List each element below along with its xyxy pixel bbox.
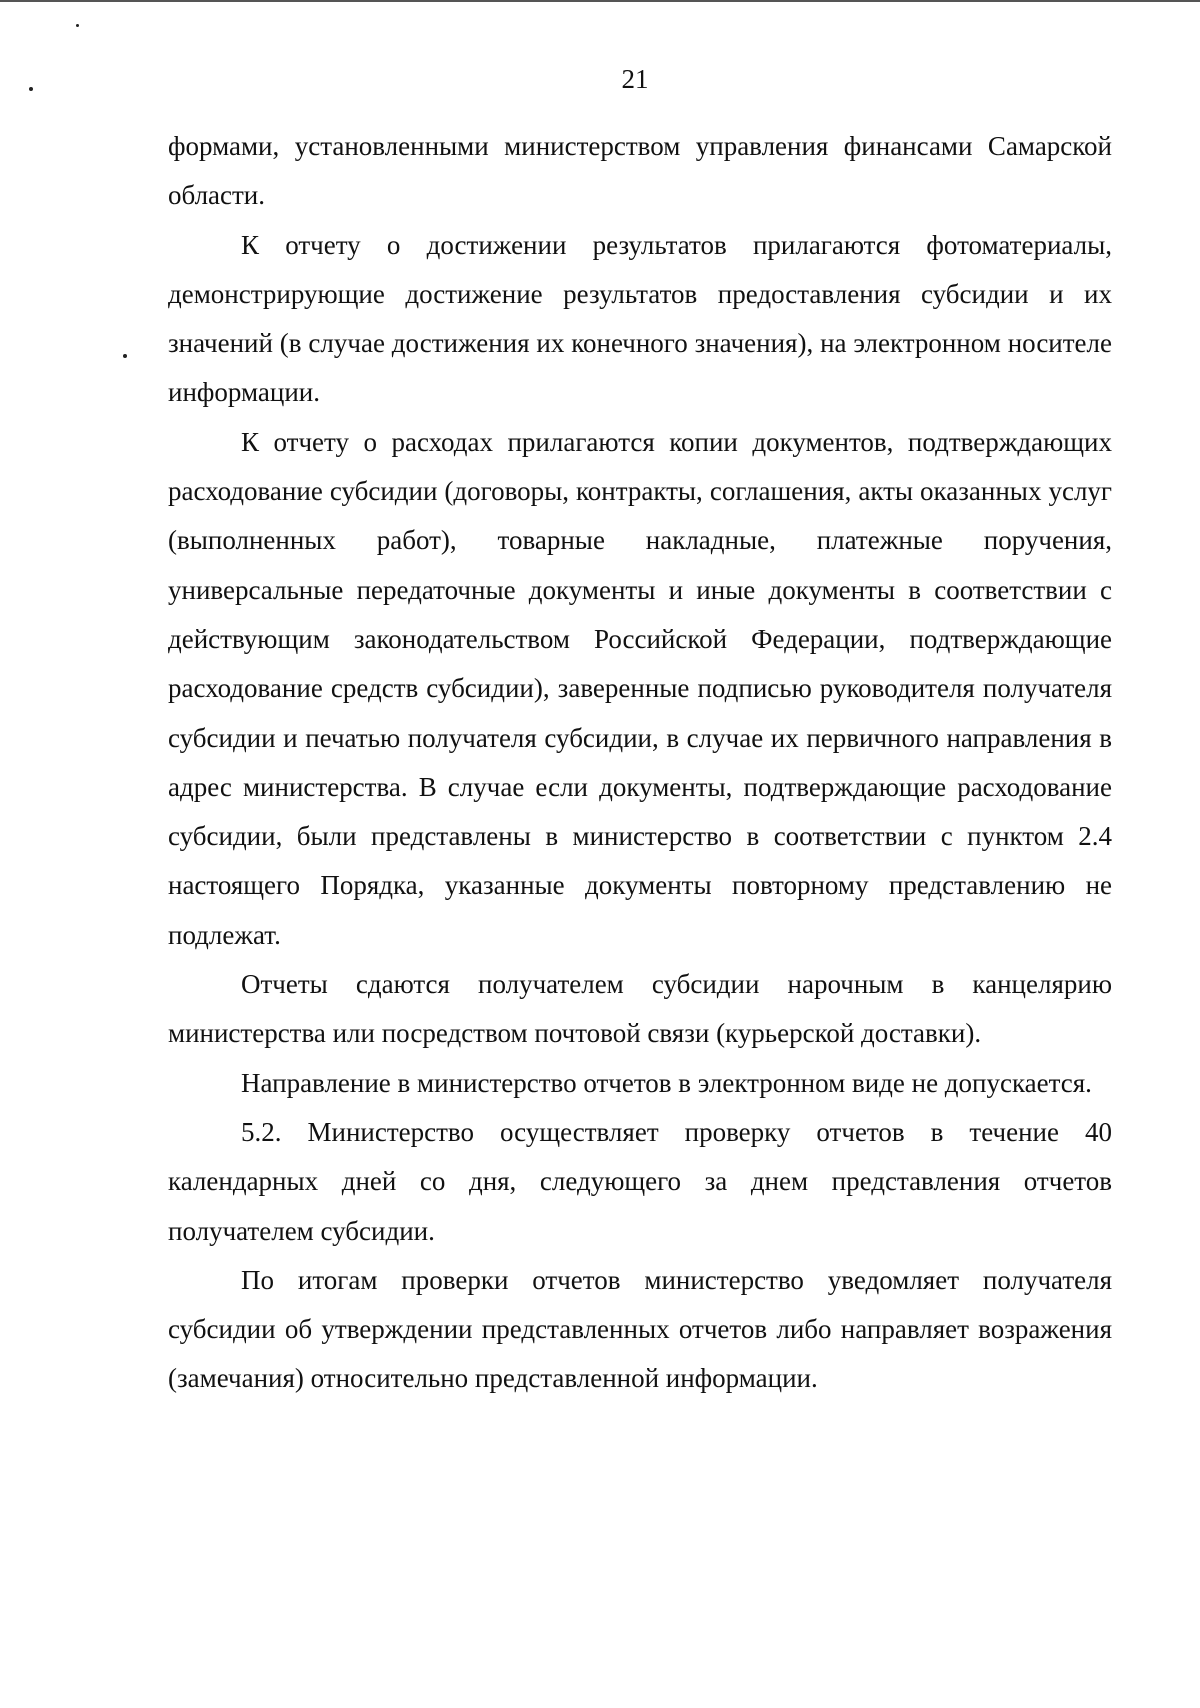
paragraph-5: Направление в министерство отчетов в электронном виде не допускается. bbox=[241, 1067, 1092, 1098]
paragraph-7: По итогам проверки отчетов министерство уведомляет получателя субсидии об утверждении представленных отчетов либо направляет возражения (замечания) относительно представленной информации. bbox=[168, 1264, 1112, 1394]
paragraph-2: К отчету о достижении результатов прилагаются фотоматериалы, демонстрирующие достижение результатов предоставления субсидии и их значений (в случае достижения их конечного значения), на электронном носителе информации. bbox=[168, 229, 1112, 408]
paragraph-3: К отчету о расходах прилагаются копии документов, подтверждающих расходование субсидии (договоры, контракты, соглашения, акты оказанных услуг (выполненных работ), товарные накладные, платежные поручения, универсальные передаточные документы и иные документы в соответствии с действующим законодательством Российской Федерации, подтверждающие расходование средств субсидии), заверенные подписью руководителя получателя субсидии и печатью получателя субсидии, в случае их первичного направления в адрес министерства. В случае если документы, подтверждающие расходование субсидии, были представлены в министерство в соответствии с пунктом 2.4 настоящего Порядка, указанные документы повторному представлению не подлежат. bbox=[168, 426, 1112, 950]
scan-edge-line bbox=[0, 0, 1200, 2]
paragraph-1: формами, установленными министерством управления финансами Самарской области. bbox=[168, 131, 1112, 211]
paragraph-4: Отчеты сдаются получателем субсидии нарочным в канцелярию министерства или посредством почтовой связи (курьерской доставки). bbox=[168, 969, 1112, 1049]
scan-speck bbox=[76, 24, 79, 27]
document-body bbox=[168, 122, 1112, 1404]
paragraph-6: 5.2. Министерство осуществляет проверку отчетов в течение 40 календарных дней со дня, следующего за днем представления отчетов получателем субсидии. bbox=[168, 1116, 1112, 1246]
scan-speck bbox=[123, 354, 127, 358]
page-number: 21 bbox=[621, 64, 649, 94]
